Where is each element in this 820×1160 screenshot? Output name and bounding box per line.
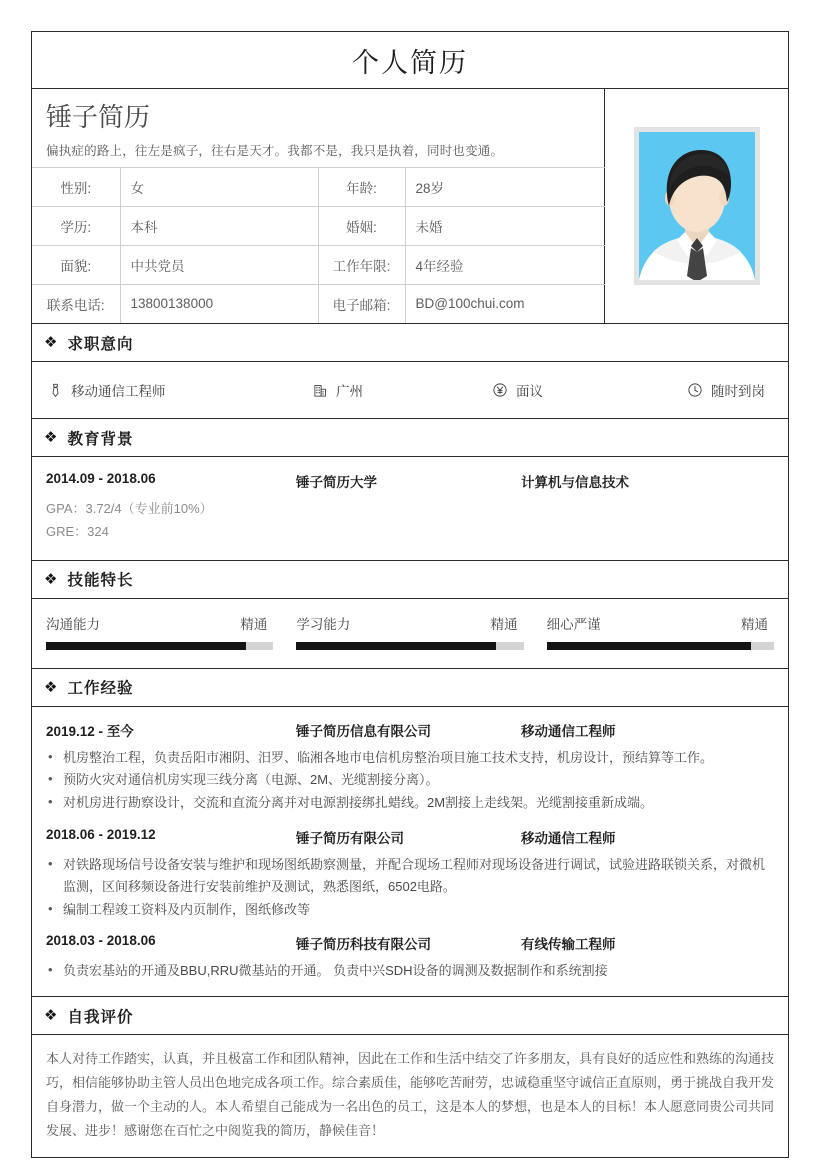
identity-block	[32, 89, 788, 324]
yen-circle-glyph	[492, 382, 508, 398]
job-intention-salary-text: 面议	[516, 384, 543, 399]
list-item: • 机房整治工程，负责岳阳市湘阴、汨罗、临湘各地市电信机房整治项目施工技术支持，机房设计，预结算等工作。	[46, 747, 774, 769]
work-company: 锤子简历信息有限公司	[296, 723, 431, 739]
skill-level: 精通	[740, 616, 768, 632]
info-value-age: 28岁	[405, 167, 605, 206]
work-entry	[46, 720, 774, 814]
skill-item	[296, 613, 523, 650]
diamond-icon: ❖	[44, 678, 58, 696]
skill-item	[46, 613, 273, 650]
skill-level: 精通	[240, 616, 268, 632]
work-bullets	[46, 747, 774, 814]
job-intention-salary	[491, 380, 686, 400]
education-entry	[46, 471, 774, 544]
job-intention-city-text: 广州	[336, 384, 363, 399]
info-label-marriage: 婚姻:	[318, 206, 405, 245]
skill-header	[296, 613, 523, 633]
info-label-age: 年龄:	[318, 167, 405, 206]
section-body-evaluation	[32, 1035, 788, 1157]
work-entry-head	[46, 827, 774, 847]
education-gre: GRE：324	[46, 523, 109, 539]
skill-name: 学习能力	[296, 616, 351, 632]
skill-name: 细心严谨	[546, 616, 601, 632]
section-body-work	[32, 707, 788, 998]
section-title: 求职意向	[67, 335, 134, 353]
identity-left-column	[32, 89, 605, 323]
work-company: 锤子简历有限公司	[296, 830, 404, 846]
building-icon	[311, 381, 329, 399]
education-entry-head	[46, 471, 774, 491]
work-entry-head	[46, 720, 774, 740]
section-header-job-intention	[32, 324, 788, 362]
table-row	[32, 284, 605, 323]
diamond-icon: ❖	[44, 570, 58, 588]
page-title: 个人简历	[32, 32, 788, 89]
skill-bar-track	[296, 642, 523, 650]
work-bullets	[46, 854, 774, 920]
info-label-gender: 性别:	[32, 167, 120, 206]
person-name: 锤子简历	[46, 102, 151, 132]
diamond-icon: ❖	[44, 1007, 58, 1025]
education-major: 计算机与信息技术	[521, 475, 629, 490]
person-photo-icon	[639, 132, 755, 280]
person-slogan: 偏执症的路上，往左是疯子，往右是天才。我都不是，我只是执着，同时也变通。	[46, 143, 504, 158]
education-gpa: GPA：3.72/4（专业前10%）	[46, 501, 213, 516]
section-body-education	[32, 457, 788, 561]
info-value-email: BD@100chui.com	[405, 284, 605, 323]
education-school: 锤子简历大学	[296, 475, 377, 490]
section-title: 技能特长	[67, 572, 134, 589]
job-intention-position-text: 移动通信工程师	[71, 384, 166, 399]
job-intention-row	[32, 362, 788, 418]
evaluation-text: 本人对待工作踏实，认真，并且极富工作和团队精神，因此在工作和生活中结交了许多朋友，具有良好的适应性和熟练的沟通技巧，相信能够协助主管人员出色地完成各项工作。综合素质佳，能够吃苦耐劳，忠诚稳重坚守诚信正直原则，勇于挑战自我开发自身潜力，做一个主动的人。本人希望自己能成为一名出色的员工，这是本人的梦想，也是本人的目标！本人愿意同贵公司共同发展、进步！感谢您在百忙之中阅览我的简历，静候佳音！	[46, 1051, 775, 1139]
skill-level: 精通	[490, 616, 518, 632]
avatar	[634, 127, 760, 285]
job-intention-city	[311, 380, 491, 400]
work-period: 2019.12 - 至今	[46, 723, 134, 739]
info-value-experience: 4年经验	[405, 245, 605, 284]
resume-document	[31, 31, 789, 1158]
info-label-phone: 联系电话:	[32, 284, 120, 323]
section-body-job-intention	[32, 362, 788, 419]
necktie-icon	[46, 381, 64, 399]
job-intention-availability	[686, 380, 765, 400]
section-title: 教育背景	[67, 430, 134, 448]
section-header-evaluation	[32, 997, 788, 1035]
section-title: 工作经验	[67, 680, 134, 697]
info-value-political: 中共党员	[120, 245, 318, 284]
info-value-education: 本科	[120, 206, 318, 245]
section-header-skills	[32, 561, 788, 599]
skill-bar-fill	[46, 642, 246, 650]
diamond-icon: ❖	[44, 334, 58, 351]
work-period: 2018.06 - 2019.12	[46, 826, 156, 842]
info-value-phone: 13800138000	[120, 284, 318, 323]
clock-icon	[686, 381, 704, 399]
work-entry	[46, 933, 774, 982]
list-item: • 预防火灾对通信机房实现三线分离（电源、2M、光缆割接分离）。	[46, 769, 774, 791]
section-header-education	[32, 419, 788, 457]
name-block	[32, 89, 604, 167]
necktie-glyph	[48, 383, 63, 398]
avatar-column	[605, 89, 788, 323]
work-entry-head	[46, 933, 774, 953]
work-position: 移动通信工程师	[521, 830, 616, 846]
section-title: 自我评价	[67, 1008, 134, 1026]
list-item: • 对铁路现场信号设备安装与维护和现场图纸勘察测量，并配合现场工程师对现场设备进行调试，试验进路联锁关系，对微机监测，区间移频设备进行安装前维护及测试，熟悉图纸，6502电路。	[46, 854, 774, 898]
work-entry	[46, 827, 774, 920]
work-position: 有线传输工程师	[521, 937, 616, 953]
section-body-skills	[32, 599, 788, 669]
info-label-experience: 工作年限:	[318, 245, 405, 284]
info-label-education: 学历:	[32, 206, 120, 245]
skill-bar-track	[46, 642, 273, 650]
diamond-icon: ❖	[44, 429, 58, 446]
info-label-email: 电子邮箱:	[318, 284, 405, 323]
work-bullets	[46, 960, 774, 982]
table-row	[32, 245, 605, 284]
personal-info-body	[32, 167, 605, 323]
job-intention-position	[46, 380, 311, 400]
skill-bar-track	[547, 642, 774, 650]
yen-circle-icon	[491, 381, 509, 399]
skill-item	[547, 613, 774, 650]
skill-bar-fill	[547, 642, 752, 650]
job-intention-availability-text: 随时到岗	[711, 384, 765, 399]
clock-glyph	[687, 382, 703, 398]
info-value-gender: 女	[120, 167, 318, 206]
work-period: 2018.03 - 2018.06	[46, 933, 156, 949]
info-label-political: 面貌:	[32, 245, 120, 284]
info-value-marriage: 未婚	[405, 206, 605, 245]
list-item: • 负责宏基站的开通及BBU,RRU微基站的开通。 负责中兴SDH设备的调测及数据制作和系统割接	[46, 960, 774, 982]
avatar-illustration	[639, 132, 755, 280]
skill-header	[46, 613, 273, 633]
section-header-work	[32, 669, 788, 707]
education-period: 2014.09 - 2018.06	[46, 471, 156, 486]
work-company: 锤子简历科技有限公司	[296, 937, 431, 953]
education-detail	[46, 498, 774, 544]
building-glyph	[313, 383, 328, 398]
skill-name: 沟通能力	[46, 616, 100, 632]
work-position: 移动通信工程师	[521, 723, 616, 739]
skill-header	[547, 613, 774, 633]
list-item: • 编制工程竣工资料及内页制作，图纸修改等	[46, 899, 774, 921]
table-row	[32, 167, 605, 206]
skill-bar-fill	[296, 642, 496, 650]
list-item: • 对机房进行勘察设计，交流和直流分离并对电源割接绑扎蜡线。2M割接上走线架。光缆割接重新成端。	[46, 792, 774, 814]
table-row	[32, 206, 605, 245]
personal-info-table	[32, 167, 605, 324]
